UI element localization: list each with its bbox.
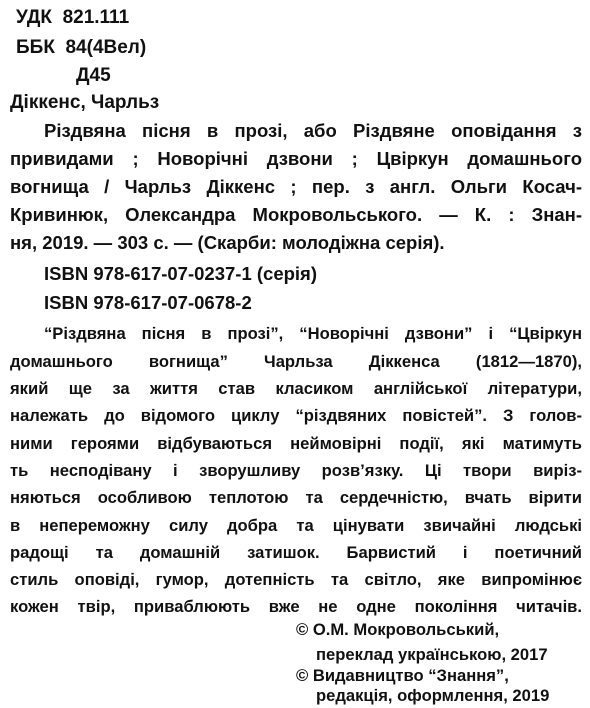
- copyright-translator-detail: переклад українською, 2017: [316, 645, 548, 664]
- annotation-line-8: в непереможну силу добра та цінувати звичайні людські: [10, 516, 582, 535]
- copyright-publisher-detail: редакція, оформлення, 2019: [316, 686, 550, 705]
- annotation-line-7: няються особливою теплотою та сердечністю, вчать вірити: [10, 488, 582, 507]
- bbk-value: 84(4Вел): [65, 37, 147, 58]
- isbn-book: ISBN 978-617-07-0678-2: [44, 292, 252, 313]
- biblio-line-2: привидами ; Новорічні дзвони ; Цвіркун домашнього: [10, 148, 582, 169]
- author-heading: Діккенс, Чарльз: [10, 92, 160, 113]
- author-mark: Д45: [76, 65, 111, 86]
- annotation-line-2: домашнього вогнища” Чарльза Діккенса (1812—1870),: [10, 352, 582, 371]
- annotation-line-4: належать до відомого циклу “різдвяних повістей”. З голов-: [10, 406, 582, 425]
- annotation-line-9: радощі та домашній затишок. Барвистий і поетичний: [10, 543, 582, 562]
- biblio-line-4: Кривинюк, Олександра Мокровольського. — К. : Знан-: [10, 204, 582, 225]
- annotation-line-6: ть несподівану і зворушливу розв’язку. Ці твори виріз-: [10, 461, 582, 480]
- annotation-line-1: “Різдвяна пісня в прозі”, “Новорічні дзвони” і “Цвіркун: [44, 324, 582, 343]
- annotation-line-5: ними героями відбуваються неймовірні події, які матимуть: [10, 434, 582, 453]
- copyright-publisher: © Видавництво “Знання”,: [296, 666, 509, 685]
- annotation-line-11: кожен твір, приваблюють вже не одне покоління читачів.: [10, 597, 582, 616]
- bbk-line: [16, 36, 146, 60]
- annotation-line-3: який ще за життя став класиком англійської літератури,: [10, 379, 582, 398]
- udk-label: УДК: [16, 7, 52, 28]
- udk-line: [16, 6, 129, 30]
- isbn-series: ISBN 978-617-07-0237-1 (серія): [44, 263, 318, 284]
- biblio-line-3: вогнища / Чарльз Діккенс ; пер. з англ. Ольги Косач-: [10, 176, 582, 197]
- biblio-line-1: Різдвяна пісня в прозі, або Різдвяне оповідання з: [44, 120, 582, 141]
- udk-value: 821.111: [62, 7, 130, 28]
- copyright-translator: © О.М. Мокровольський,: [296, 620, 500, 639]
- biblio-line-5: ня, 2019. — 303 с. — (Скарби: молодіжна серія).: [10, 232, 445, 253]
- bbk-label: ББК: [16, 37, 55, 58]
- annotation-line-10: стиль оповіді, гумор, дотепність та світло, яке випромінює: [10, 570, 582, 589]
